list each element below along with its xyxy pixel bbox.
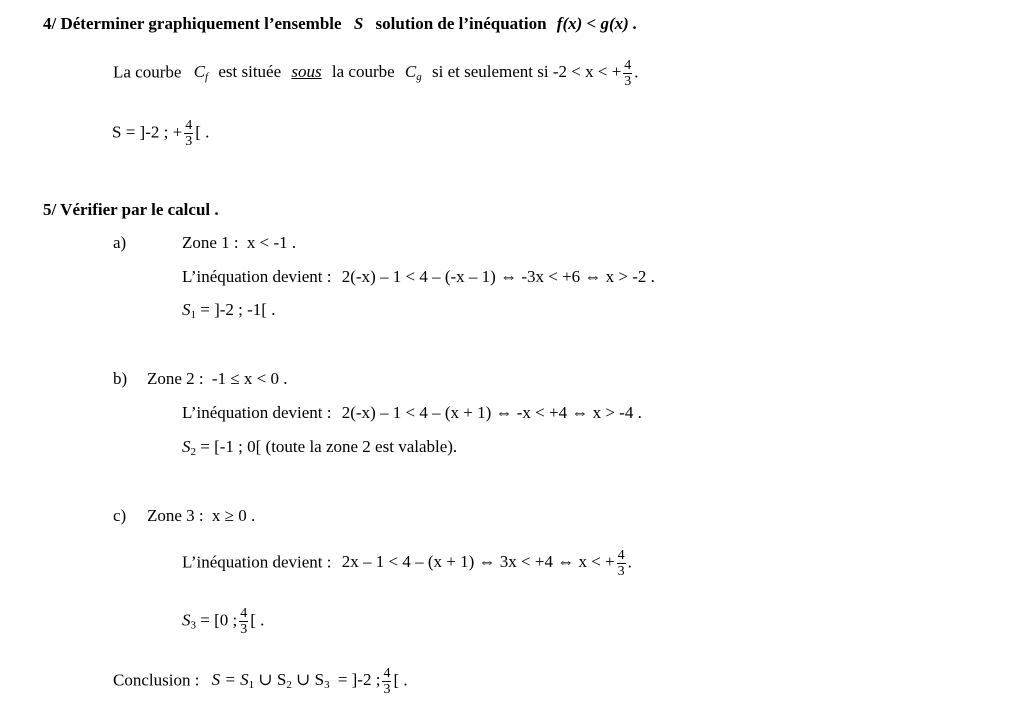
q5a-equation: L’inéquation devient : 2(-x) – 1 < 4 – (-x – 1) ⇔ -3x < +6 ⇔ x > -2 . [182, 267, 655, 286]
q5-title: 5/ Vérifier par le calcul . [43, 200, 219, 219]
q5c-solution: $S_3 = [0$ ; $\frac{4}{3}$ [ . [182, 606, 265, 637]
q4-title: 4/ Déterminer graphiquement l’ensemble S solution de l’inéquation f(x) < g(x) . [43, 14, 638, 33]
fraction-4-3: $\frac{4}{3}$ [185, 118, 193, 149]
q5b-equation: L’inéquation devient : 2(-x) – 1 < 4 – (x + 1) ⇔ -x < +4 ⇔ x > -4 . [182, 403, 642, 422]
q5c-label: c) [113, 506, 127, 525]
q4-solution: S = ]-2 ; + $\frac{4}{3}$ [ . [112, 118, 210, 149]
q5a-zone: Zone 1 : x < -1 . [182, 233, 297, 252]
q5c-equation: L’inéquation devient : 2x – 1 < 4 – (x + 1) ⇔ 3x < +4 ⇔ x < + $\frac{4}{3}$ . [182, 548, 632, 579]
q5b-label: b) [113, 369, 128, 388]
fraction-4-3: $\frac{4}{3}$ [240, 606, 248, 637]
fraction-4-3: $\frac{4}{3}$ [383, 666, 391, 697]
q5b-solution: $S_2 = [-1$ ; 0[ (toute la zone 2 est valable). [182, 437, 458, 458]
q5c-zone: Zone 3 : x ≥ 0 . [147, 506, 256, 525]
q5a-solution: $S_1 = ]-2$ ; -1[ . [182, 300, 276, 321]
q5a-label: a) [113, 233, 127, 252]
fraction-4-3: $\frac{4}{3}$ [624, 58, 632, 89]
fraction-4-3: $\frac{4}{3}$ [617, 548, 625, 579]
conclusion: Conclusion : $S = S_1$ ∪ $S_2$ ∪ $S_3 = ]-2$ ; $\frac{4}{3}$ [ . [113, 666, 408, 697]
q5b-zone: Zone 2 : -1 ≤ x < 0 . [147, 369, 288, 388]
q4-statement: La courbe $C_f$ est située sous la courbe $C_g$ si et seulement si -2 < x < + $\frac{4}{3}$ . [113, 58, 639, 89]
